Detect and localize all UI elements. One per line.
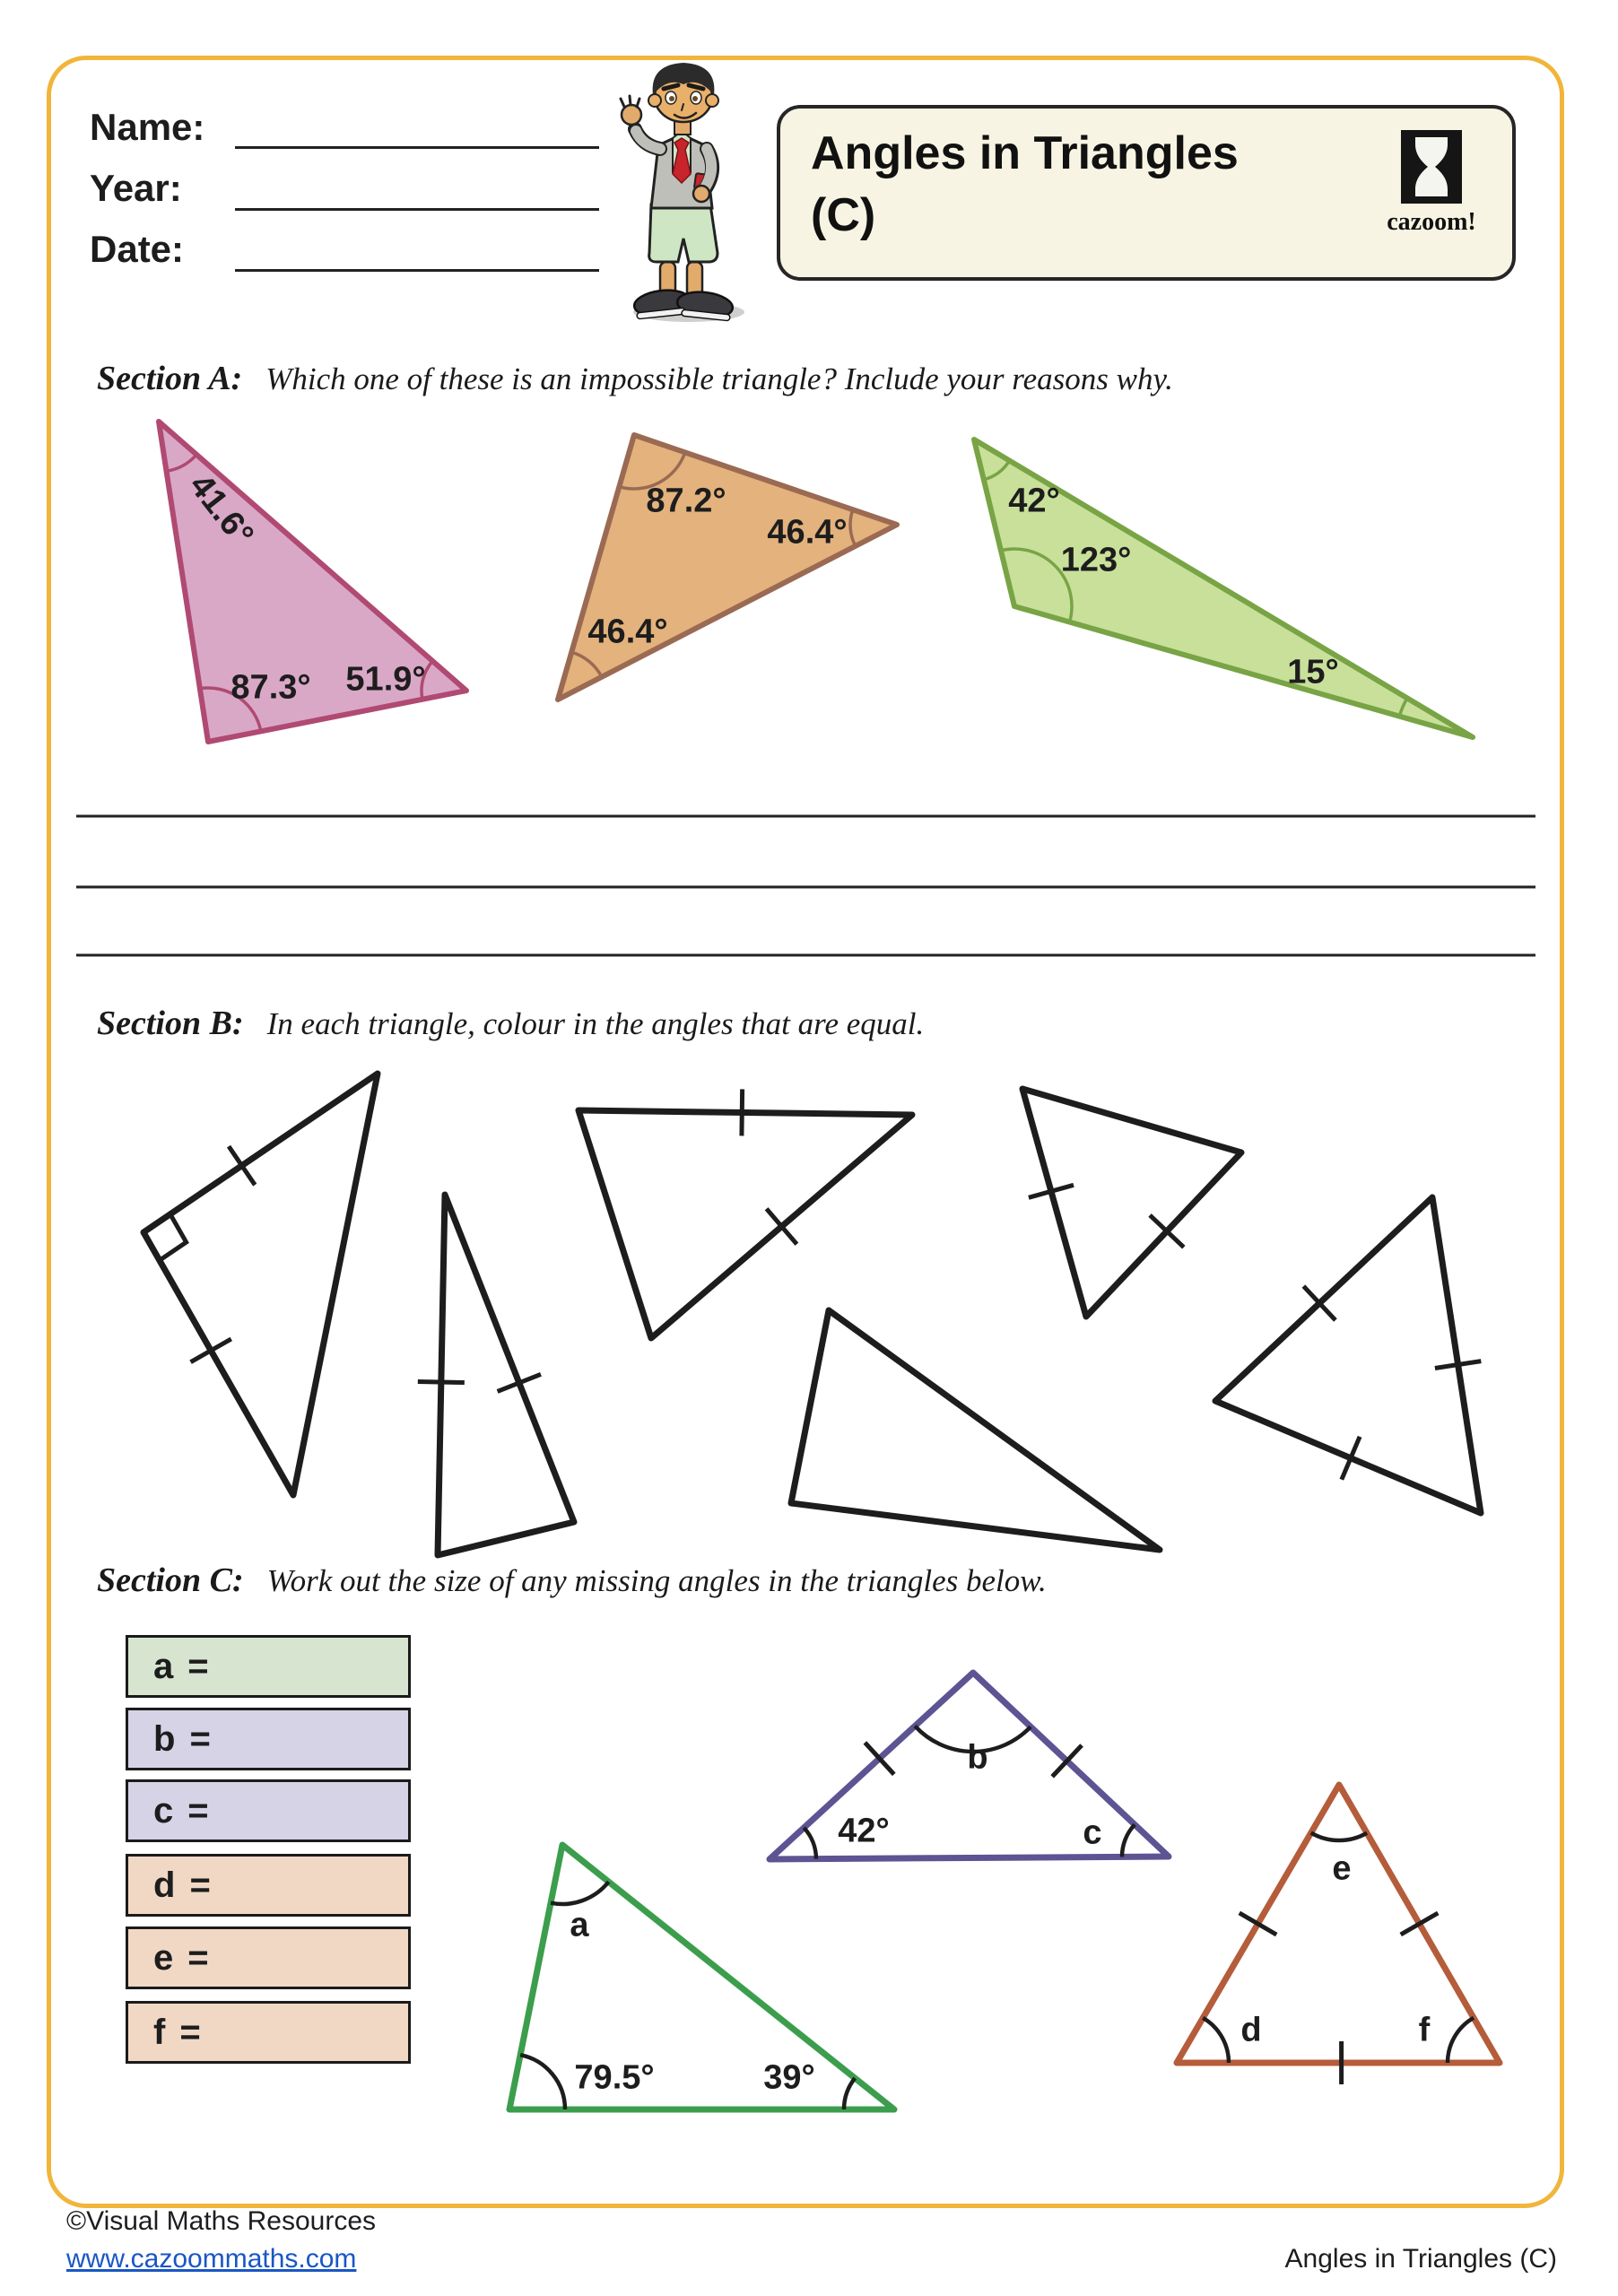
angle-arc (1448, 2018, 1474, 2063)
answer-letter: d (153, 1865, 176, 1905)
answer-letter: e (153, 1937, 174, 1978)
angle-arc (520, 2055, 565, 2109)
date-label: Date: (90, 228, 185, 270)
angle-label: 39° (763, 2058, 815, 2097)
triangle-orange (558, 435, 897, 700)
angle-label: 15° (1287, 653, 1339, 691)
answer-letter: b (153, 1718, 176, 1759)
triangle-def (1177, 1785, 1500, 2063)
tick-mark (418, 1382, 465, 1383)
angle-arc (804, 1828, 816, 1859)
answer-letter: f (153, 2012, 166, 2052)
equals-sign: = (189, 1718, 211, 1759)
angle-label: 46.4° (587, 613, 668, 651)
angle-arc (844, 2078, 855, 2109)
colour-in-triangle-3[interactable] (578, 1110, 912, 1338)
section-b-instruction: In each triangle, colour in the angles that are equal. (266, 1006, 925, 1041)
tick-mark (191, 1339, 231, 1362)
colour-in-triangle-2[interactable] (438, 1195, 574, 1555)
answer-letter: a (153, 1646, 174, 1686)
angle-label: 46.4° (767, 513, 848, 552)
year-label: Year: (90, 167, 182, 209)
section-a-instruction: Which one of these is an impossible triangle? Include your reasons why. (265, 361, 1173, 396)
angle-label: 41.6° (181, 466, 261, 554)
angle-arc (551, 1882, 609, 1904)
copyright-text: ©Visual Maths Resources (66, 2206, 377, 2236)
angle-label: f (1418, 2011, 1431, 2049)
tick-mark (1240, 1913, 1276, 1935)
angle-label: e (1332, 1849, 1352, 1888)
section-c-label: Section C: (97, 1561, 244, 1599)
angle-label: 51.9° (345, 660, 426, 699)
tick-mark (229, 1146, 255, 1185)
section-a-label: Section A: (97, 360, 243, 397)
name-label: Name: (90, 106, 205, 148)
equals-sign: = (189, 1865, 211, 1905)
section-c-instruction: Work out the size of any missing angles in the triangles below. (266, 1563, 1047, 1598)
angle-arc (1122, 1824, 1135, 1857)
angle-label: d (1240, 2011, 1262, 2049)
angle-arc (1311, 1833, 1367, 1840)
cazoom-logo-text: cazoom! (1387, 208, 1476, 236)
website-link[interactable]: www.cazoommaths.com (66, 2244, 357, 2274)
equals-sign: = (187, 1646, 209, 1686)
angle-label: 87.2° (646, 482, 726, 520)
colour-in-triangle-4[interactable] (1022, 1089, 1241, 1317)
angle-label: 42° (1008, 482, 1060, 520)
equals-sign: = (187, 1790, 209, 1831)
section-b-label: Section B: (97, 1004, 244, 1042)
answer-letter: c (153, 1790, 174, 1831)
worksheet-title: Angles in Triangles (C) (811, 127, 1239, 241)
angle-label: 87.3° (231, 668, 311, 707)
angle-arc (1203, 2018, 1229, 2063)
angle-label: 123° (1060, 541, 1132, 579)
equals-sign: = (187, 1937, 209, 1978)
equals-sign: = (179, 2012, 201, 2052)
tick-mark (742, 1089, 743, 1135)
angle-label: 79.5° (574, 2058, 655, 2097)
triangle-a (509, 1845, 894, 2109)
angle-label: b (967, 1738, 988, 1777)
colour-in-triangle-1[interactable] (144, 1074, 378, 1495)
angle-label: 42° (838, 1812, 890, 1850)
angle-label: a (570, 1906, 589, 1944)
footer-doc-label: Angles in Triangles (C) (1284, 2244, 1557, 2274)
angle-label: c (1083, 1813, 1102, 1852)
tick-mark (1401, 1913, 1439, 1935)
colour-in-triangle-5[interactable] (791, 1310, 1160, 1550)
